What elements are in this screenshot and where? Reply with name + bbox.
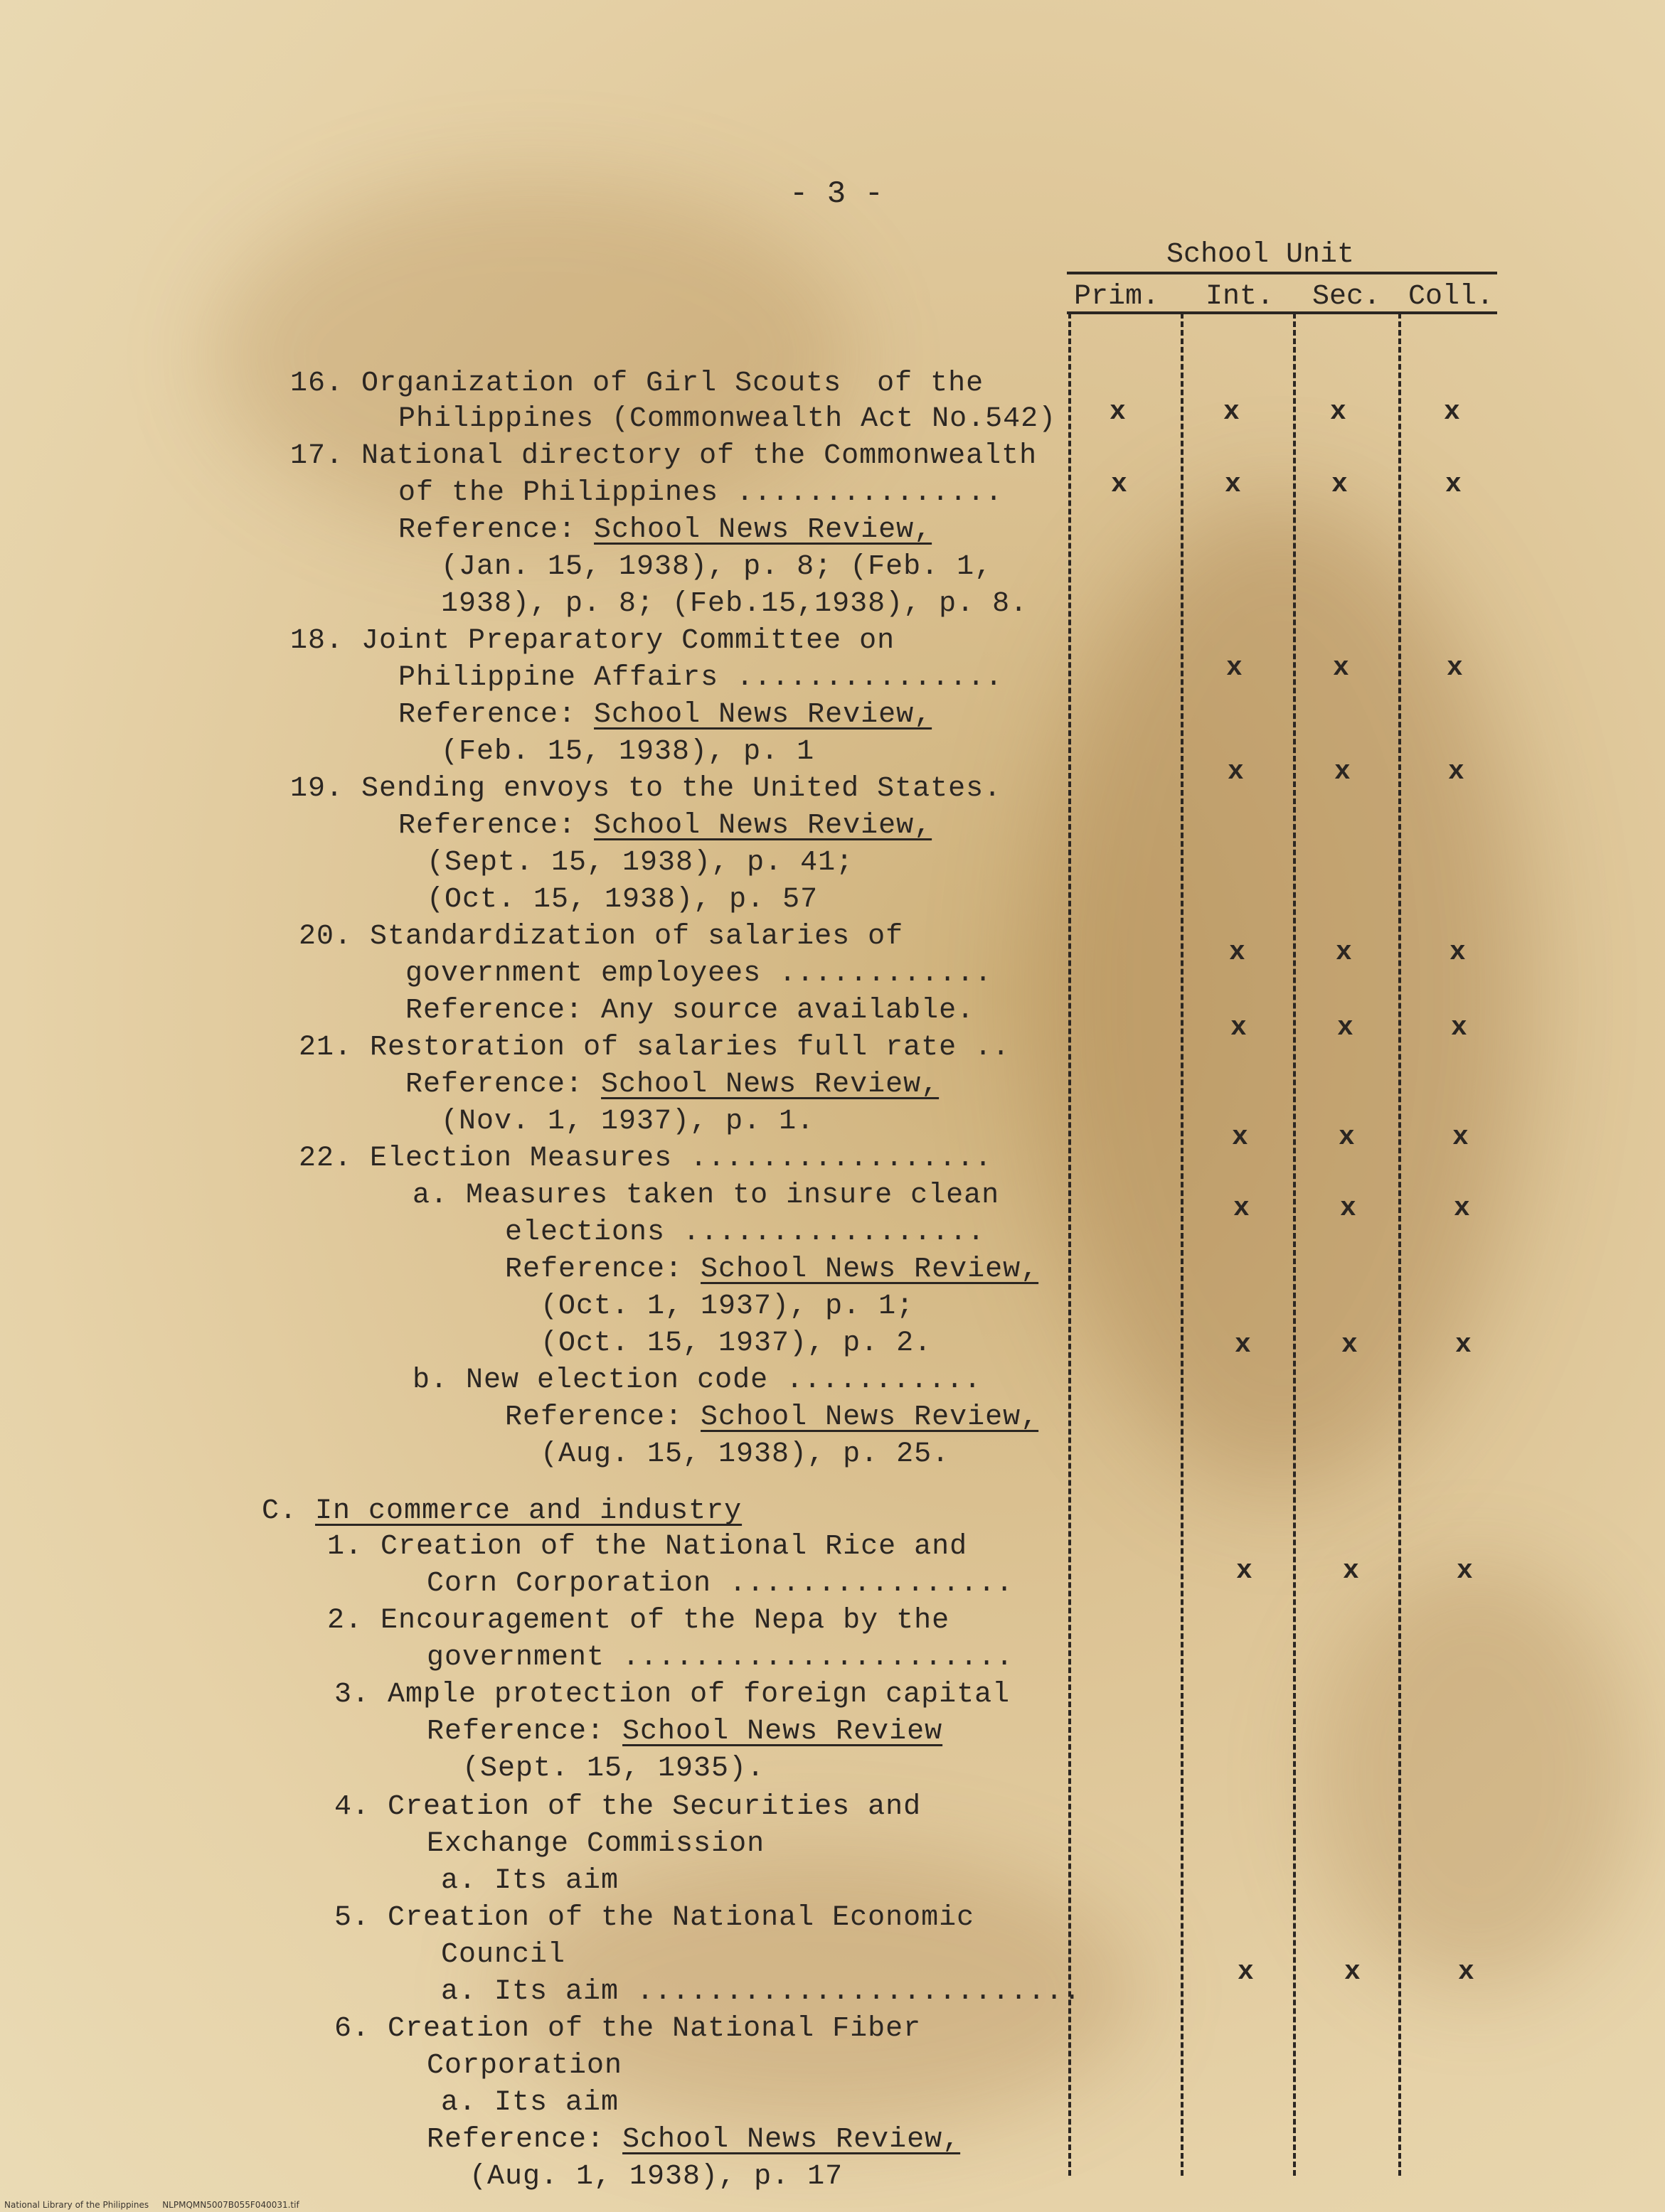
text-span: b. New election code ........... [413, 1364, 982, 1396]
text-line [334, 2011, 921, 2048]
text-line [290, 623, 895, 660]
x-mark: x [1444, 397, 1460, 427]
text-span: 3. Ample protection of foreign capital [334, 1679, 1011, 1711]
text-span: of the Philippines ............... [398, 477, 1004, 509]
text-line [327, 1603, 949, 1640]
text-line [327, 1529, 967, 1566]
x-mark: x [1229, 937, 1245, 968]
text-line [441, 549, 992, 586]
x-mark: x [1445, 469, 1462, 500]
text-line [505, 1251, 1038, 1288]
text-line [405, 956, 992, 993]
x-mark: x [1110, 397, 1126, 427]
text-span: Council [441, 1939, 566, 1971]
text-line [427, 1826, 765, 1863]
column-header-int: Int. [1206, 281, 1275, 313]
text-line [427, 2122, 960, 2159]
text-line [262, 1493, 742, 1530]
text-line [299, 1030, 1010, 1067]
text-span: 17. National directory of the Commonwealth [290, 440, 1038, 472]
text-span: (Jan. 15, 1938), p. 8; (Feb. 1, [441, 551, 993, 583]
text-span: elections ................. [505, 1217, 986, 1249]
text-span: 21. Restoration of salaries full rate .. [299, 1032, 1011, 1064]
x-mark: x [1334, 757, 1351, 787]
text-line [413, 1362, 982, 1399]
text-span: (Oct. 15, 1938), p. 57 [427, 884, 819, 916]
text-line [427, 2048, 622, 2085]
text-span: (Sept. 15, 1938), p. 41; [427, 847, 854, 879]
text-span: Reference: [505, 1254, 701, 1286]
text-line [290, 438, 1037, 475]
text-span: 20. Standardization of salaries of [299, 921, 904, 953]
underlined-title: School News Review, [701, 1401, 1039, 1433]
text-line [505, 1214, 985, 1251]
x-mark: x [1454, 1193, 1470, 1224]
x-mark: x [1111, 469, 1127, 500]
text-span: a. Its aim ......................... [441, 1976, 1082, 2008]
column-divider [1398, 313, 1401, 2176]
text-span: 2. Encouragement of the Nepa by the [327, 1605, 950, 1637]
text-line [469, 2159, 843, 2196]
text-line [398, 512, 932, 549]
text-line [398, 401, 1056, 438]
text-span: (Feb. 15, 1938), p. 1 [441, 736, 815, 768]
text-line [427, 845, 853, 882]
text-span: 1938), p. 8; (Feb.15,1938), p. 8. [441, 588, 1028, 620]
text-line [541, 1288, 914, 1325]
text-line [505, 1399, 1038, 1436]
x-mark: x [1452, 1122, 1469, 1153]
text-span: Reference: [398, 514, 595, 546]
text-span: Reference: [398, 810, 595, 842]
x-mark: x [1230, 1013, 1247, 1043]
text-line [441, 1863, 619, 1900]
x-mark: x [1448, 757, 1464, 787]
text-span: (Oct. 15, 1937), p. 2. [541, 1327, 932, 1359]
text-line [334, 1900, 974, 1937]
x-mark: x [1341, 1330, 1358, 1360]
column-divider [1181, 313, 1183, 2176]
underlined-title: School News Review [622, 1716, 943, 1748]
column-divider [1068, 313, 1071, 2176]
x-mark: x [1457, 1556, 1473, 1586]
text-line [427, 1640, 1014, 1677]
x-mark: x [1235, 1330, 1251, 1360]
text-span: Reference: [405, 1069, 602, 1101]
x-mark: x [1449, 937, 1466, 968]
text-span: Exchange Commission [427, 1828, 765, 1860]
text-span: C. [262, 1495, 316, 1527]
x-mark: x [1236, 1556, 1252, 1586]
header-rule-top [1067, 272, 1497, 274]
text-span: Corn Corporation ................ [427, 1568, 1014, 1600]
text-line [541, 1436, 949, 1473]
text-line [398, 660, 1003, 697]
text-line [413, 1177, 999, 1214]
x-mark: x [1336, 937, 1352, 968]
text-line [398, 475, 1003, 512]
text-line [398, 808, 932, 845]
text-line [462, 1751, 765, 1788]
text-span: (Oct. 1, 1937), p. 1; [541, 1291, 915, 1323]
underlined-title: School News Review, [594, 810, 932, 842]
text-line [290, 365, 984, 402]
text-span: Corporation [427, 2050, 623, 2082]
text-span: 19. Sending envoys to the United States. [290, 773, 1002, 805]
text-line [405, 993, 974, 1030]
text-line [427, 1566, 1014, 1603]
text-span: 6. Creation of the National Fiber [334, 2013, 922, 2045]
x-mark: x [1455, 1330, 1472, 1360]
column-header-sec: Sec. [1312, 281, 1381, 313]
x-mark: x [1228, 757, 1244, 787]
x-mark: x [1333, 653, 1349, 683]
underlined-title: School News Review, [601, 1069, 940, 1101]
text-line [299, 919, 903, 956]
text-line [441, 1104, 814, 1140]
column-header-prim: Prim. [1074, 281, 1160, 313]
school-unit-header: School Unit [1166, 239, 1355, 271]
text-span: (Aug. 15, 1938), p. 25. [541, 1438, 950, 1470]
x-mark: x [1344, 1957, 1361, 1987]
text-span: 1. Creation of the National Rice and [327, 1531, 968, 1563]
text-span: (Aug. 1, 1938), p. 17 [469, 2161, 844, 2193]
text-span: Reference: [427, 1716, 623, 1748]
text-line [441, 1974, 1081, 2011]
text-span: Philippines (Commonwealth Act No.542) [398, 403, 1057, 435]
text-line [334, 1677, 1010, 1714]
text-span: a. Its aim [441, 2087, 619, 2119]
underlined-title: School News Review, [594, 514, 932, 546]
text-span: a. Measures taken to insure clean [413, 1180, 1000, 1212]
text-line [441, 2085, 619, 2122]
x-mark: x [1340, 1193, 1356, 1224]
text-span: government employees ............ [405, 958, 993, 990]
x-mark: x [1232, 1122, 1248, 1153]
text-line [398, 697, 932, 734]
text-line [541, 1325, 932, 1362]
x-mark: x [1331, 469, 1348, 500]
text-span: (Nov. 1, 1937), p. 1. [441, 1106, 815, 1138]
text-line [334, 1789, 921, 1826]
column-header-coll: Coll. [1408, 281, 1494, 313]
text-line [427, 1714, 942, 1751]
text-span: 16. Organization of Girl Scouts of the [290, 368, 984, 400]
text-span: government ...................... [427, 1642, 1014, 1674]
text-line [441, 1937, 565, 1974]
x-mark: x [1343, 1556, 1359, 1586]
x-mark: x [1226, 653, 1243, 683]
underlined-title: In commerce and industry [315, 1495, 743, 1527]
x-mark: x [1238, 1957, 1254, 1987]
text-line [405, 1067, 939, 1104]
x-mark: x [1337, 1013, 1353, 1043]
underlined-title: School News Review, [622, 2124, 961, 2156]
text-line [441, 586, 1028, 623]
underlined-title: School News Review, [594, 699, 932, 731]
text-span: a. Its aim [441, 1865, 619, 1897]
x-mark: x [1225, 469, 1241, 500]
text-span: Philippine Affairs ............... [398, 662, 1004, 694]
x-mark: x [1223, 397, 1240, 427]
text-span: Reference: [427, 2124, 623, 2156]
text-span: 22. Election Measures ................. [299, 1143, 993, 1175]
text-span: 4. Creation of the Securities and [334, 1791, 922, 1823]
text-span: Reference: [505, 1401, 701, 1433]
x-mark: x [1339, 1122, 1355, 1153]
page-number: - 3 - [789, 176, 884, 212]
text-line [299, 1140, 992, 1177]
x-mark: x [1447, 653, 1463, 683]
text-span: Reference: Any source available. [405, 995, 975, 1027]
text-span: (Sept. 15, 1935). [462, 1753, 765, 1785]
x-mark: x [1451, 1013, 1467, 1043]
text-line [290, 771, 1001, 808]
column-divider [1293, 313, 1296, 2176]
x-mark: x [1458, 1957, 1474, 1987]
archive-footer: National Library of the Philippines NLPMQMN5007B055F040031.tif [4, 2200, 299, 2210]
underlined-title: School News Review, [701, 1254, 1039, 1286]
text-line [441, 734, 814, 771]
text-span: 5. Creation of the National Economic [334, 1902, 975, 1934]
x-mark: x [1330, 397, 1346, 427]
x-mark: x [1233, 1193, 1250, 1224]
text-span: 18. Joint Preparatory Committee on [290, 625, 895, 657]
text-line [427, 882, 818, 919]
text-span: Reference: [398, 699, 595, 731]
